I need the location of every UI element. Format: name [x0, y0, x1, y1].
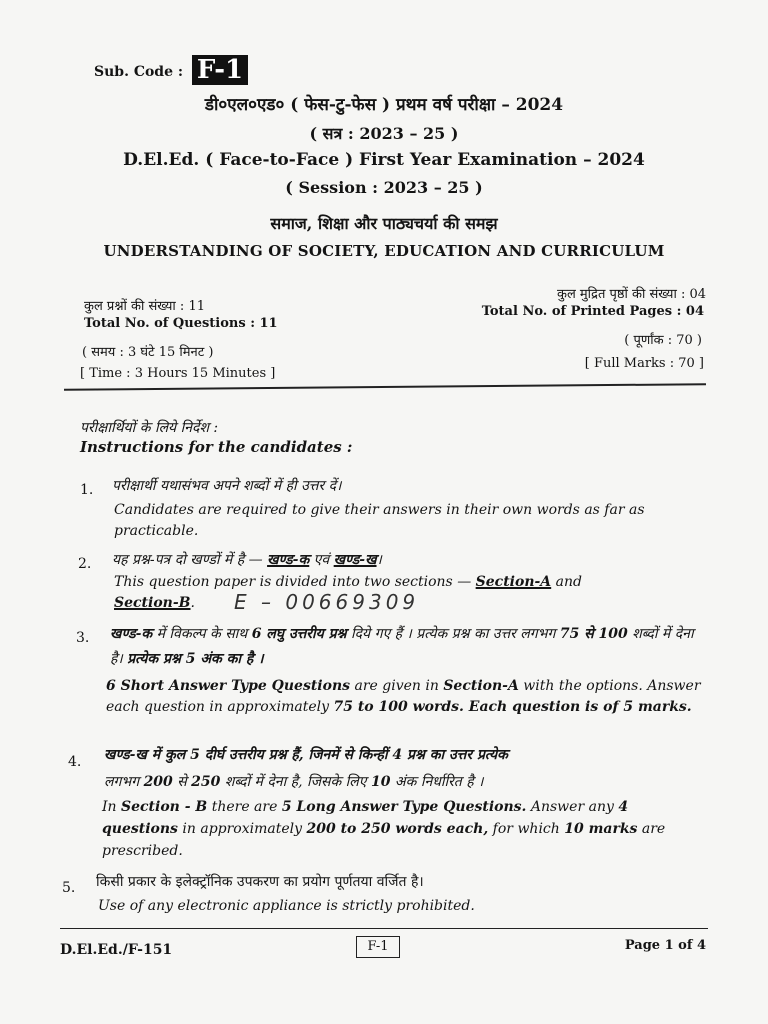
instruction-5-hindi: किसी प्रकार के इलेक्ट्रॉनिक उपकरण का प्रयोग पूर्णतया वर्जित है।: [96, 874, 424, 890]
text-span: दिये गए हैं । प्रत्येक प्रश्न का उत्तर लगभग: [346, 626, 560, 642]
instruction-3-english: [106, 676, 710, 718]
text-span: 6 Short Answer Type Questions: [106, 678, 351, 694]
english-session: ( Session : 2023 – 25 ): [285, 178, 483, 197]
instruction-3-hindi: [110, 622, 710, 672]
total-pages-english: Total No. of Printed Pages : 04: [481, 304, 704, 319]
text-span: अंक निर्धारित है ।: [390, 774, 484, 790]
full-marks-english: [ Full Marks : 70 ]: [584, 356, 704, 371]
total-questions-english: Total No. of Questions : 11: [84, 316, 278, 331]
instruction-number: 5.: [62, 880, 76, 896]
footer-divider: [60, 928, 708, 929]
text-span: 250: [191, 774, 221, 790]
footer-set-box: F-1: [356, 936, 400, 958]
sub-code-badge: F-1: [192, 55, 248, 85]
text-span: खण्ड-क: [110, 626, 153, 642]
instruction-number: 3.: [76, 630, 90, 646]
text-span: Answer any: [526, 799, 619, 815]
text-span: Section-A: [443, 678, 519, 694]
total-pages-hindi: कुल मुद्रित पृष्ठों की संख्या : 04: [556, 287, 706, 302]
text-span: खण्ड-ख में कुल 5 दीर्घ उत्तरीय प्रश्न हैं, जिनमें से किन्हीं 4 प्रश्न का उत्तर प्रत्येक: [104, 747, 508, 763]
instruction-4-hindi: [104, 742, 714, 796]
instruction-1-hindi: परीक्षार्थी यथासंभव अपने शब्दों में ही उत्तर दें।: [112, 478, 342, 494]
text-span: there are: [207, 799, 282, 815]
text-span: लगभग: [104, 774, 144, 790]
instruction-5-english: Use of any electronic appliance is strictly prohibited.: [98, 898, 475, 914]
text-span: .: [190, 595, 195, 611]
hindi-exam-title: डी०एल०एड० ( फेस-टु-फेस ) प्रथम वर्ष परीक्षा – 2024: [204, 95, 564, 115]
text-span: 5 Long Answer Type Questions.: [281, 799, 527, 815]
handwritten-roll-number: E – 00669309: [234, 590, 420, 614]
time-hindi: ( समय : 3 घंटे 15 मिनट ): [82, 345, 214, 360]
text-span: 4 questions: [102, 799, 629, 837]
text-span: यह प्रश्न-पत्र दो खण्डों में है —: [112, 552, 268, 568]
section-b-hindi-label: खण्ड-ख: [333, 552, 377, 568]
footer-paper-code: D.El.Ed./F-151: [60, 942, 173, 958]
text-span: In: [102, 799, 121, 815]
instruction-4-english: [102, 796, 706, 862]
text-span: for which: [488, 821, 565, 837]
section-a-hindi-label: खण्ड-क: [267, 552, 310, 568]
time-english: [ Time : 3 Hours 15 Minutes ]: [80, 366, 276, 381]
instructions-heading-english: Instructions for the candidates :: [80, 438, 353, 456]
text-span: and: [551, 574, 582, 590]
instruction-number: 1.: [80, 482, 94, 498]
instruction-2-hindi: [112, 550, 382, 569]
text-span: 75 से 100: [559, 626, 628, 642]
full-marks-hindi: ( पूर्णांक : 70 ): [624, 333, 702, 348]
text-span: are given in: [350, 678, 444, 694]
text-span: एवं: [309, 552, 334, 568]
text-span: 10 marks: [564, 821, 638, 837]
footer-page-number: Page 1 of 4: [624, 938, 706, 953]
text-span: in approximately: [177, 821, 307, 837]
instruction-1-english: Candidates are required to give their answers in their own words as far as practicable.: [114, 502, 645, 539]
text-span: में विकल्प के साथ: [152, 626, 252, 642]
total-questions-hindi: कुल प्रश्नों की संख्या : 11: [84, 299, 205, 314]
text-span: 200 to 250 words each,: [306, 821, 489, 837]
section-a-label: Section-A: [475, 574, 552, 590]
text-span: शब्दों में देना है।: [110, 626, 694, 667]
instructions-heading-hindi: परीक्षार्थियों के लिये निर्देश :: [80, 420, 219, 436]
text-span: 6 लघु उत्तरीय प्रश्न: [251, 626, 347, 642]
sub-code-label: Sub. Code :: [94, 64, 184, 80]
section-b-label: Section-B: [114, 595, 191, 611]
text-span: 200: [143, 774, 173, 790]
instruction-number: 2.: [78, 556, 92, 572]
text-span: ।: [376, 552, 382, 568]
hindi-subject-title: समाज, शिक्षा और पाठ्यचर्या की समझ: [270, 214, 498, 233]
text-span: 75 to 100 words. Each question is of 5 marks.: [333, 699, 692, 715]
text-span: are prescribed.: [102, 821, 666, 859]
text-span: 10: [370, 774, 391, 790]
text-span: शब्दों में देना है, जिसके लिए: [220, 774, 371, 790]
text-span: से: [172, 774, 192, 790]
instruction-number: 4.: [68, 754, 82, 770]
header-divider: [64, 383, 706, 391]
text-span: with the options. Answer each question in approximately: [106, 678, 701, 715]
text-span: Section - B: [121, 799, 208, 815]
text-span: This question paper is divided into two sections —: [114, 574, 476, 590]
text-span: प्रत्येक प्रश्न 5 अंक का है ।: [127, 651, 264, 667]
english-subject-title: UNDERSTANDING OF SOCIETY, EDUCATION AND CURRICULUM: [103, 242, 665, 260]
english-exam-title: D.El.Ed. ( Face-to-Face ) First Year Examination – 2024: [123, 150, 645, 170]
hindi-session: ( सत्र : 2023 – 25 ): [309, 124, 459, 143]
